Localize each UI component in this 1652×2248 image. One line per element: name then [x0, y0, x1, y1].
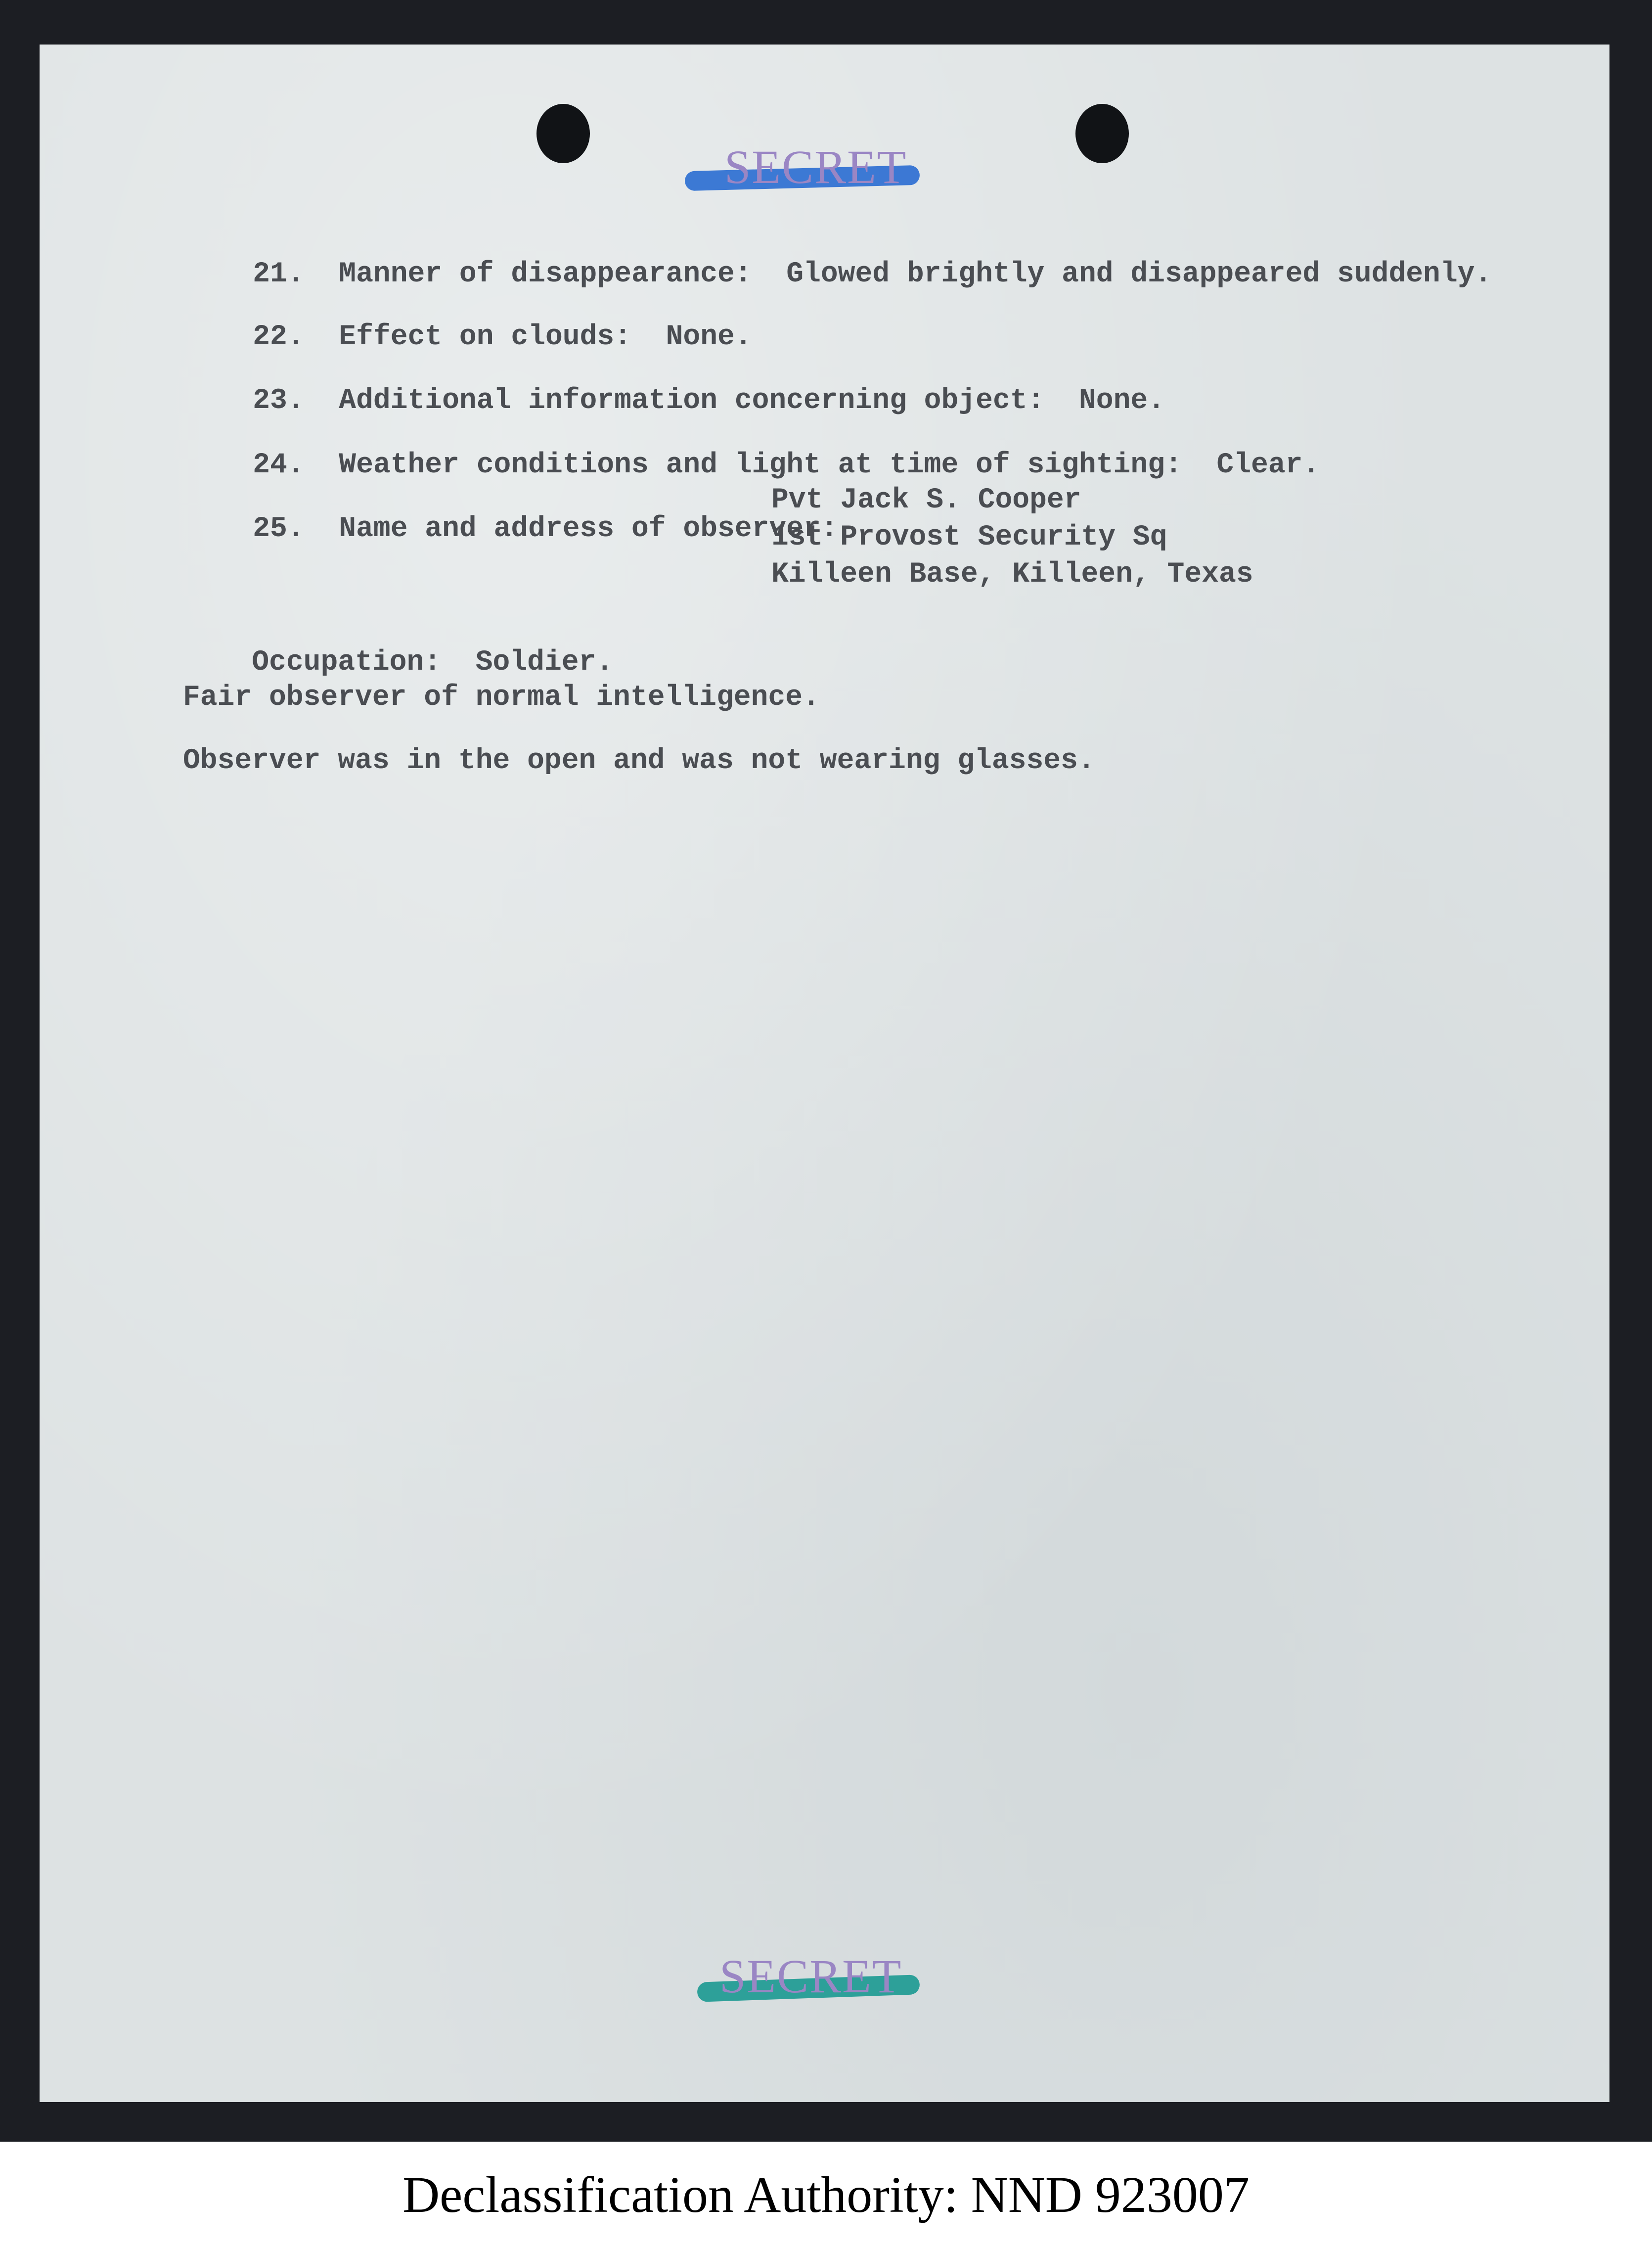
item-label: Effect on clouds:	[339, 321, 631, 353]
item-value: Clear.	[1216, 449, 1320, 481]
observer-name: Pvt Jack S. Cooper	[771, 484, 1081, 516]
item-number: 24.	[253, 449, 305, 481]
item-value: Glowed brightly and disappeared suddenly.	[786, 258, 1492, 290]
occupation-value: Soldier.	[475, 646, 614, 679]
item-label: Weather conditions and light at time of sighting:	[339, 449, 1182, 481]
note-observer-quality: Fair observer of normal intelligence.	[183, 682, 820, 714]
item-value: None.	[666, 321, 752, 353]
document-page	[40, 45, 1609, 2102]
item-number: 23.	[253, 385, 305, 417]
punch-hole-right	[1075, 104, 1129, 163]
item-25	[184, 486, 838, 572]
secret-stamp-top: SECRET	[724, 140, 907, 193]
observer-location: Killeen Base, Killeen, Texas	[771, 558, 1253, 591]
occupation-label: Occupation:	[252, 646, 442, 679]
item-number: 25.	[253, 513, 305, 545]
item-label: Additional information concerning object:	[339, 385, 1045, 417]
item-number: 22.	[253, 321, 305, 353]
note-observer-conditions: Observer was in the open and was not wearing glasses.	[183, 745, 1095, 777]
item-label: Manner of disappearance:	[339, 258, 752, 290]
punch-hole-left	[536, 104, 590, 163]
observer-unit: 1st Provost Security Sq	[771, 521, 1167, 553]
item-number: 21.	[253, 258, 305, 290]
declassification-footer: Declassification Authority: NND 923007	[402, 2166, 1250, 2223]
item-value: None.	[1078, 385, 1165, 417]
item-label: Name and address of observer:	[339, 513, 838, 545]
secret-stamp-bottom: SECRET	[719, 1950, 902, 2003]
